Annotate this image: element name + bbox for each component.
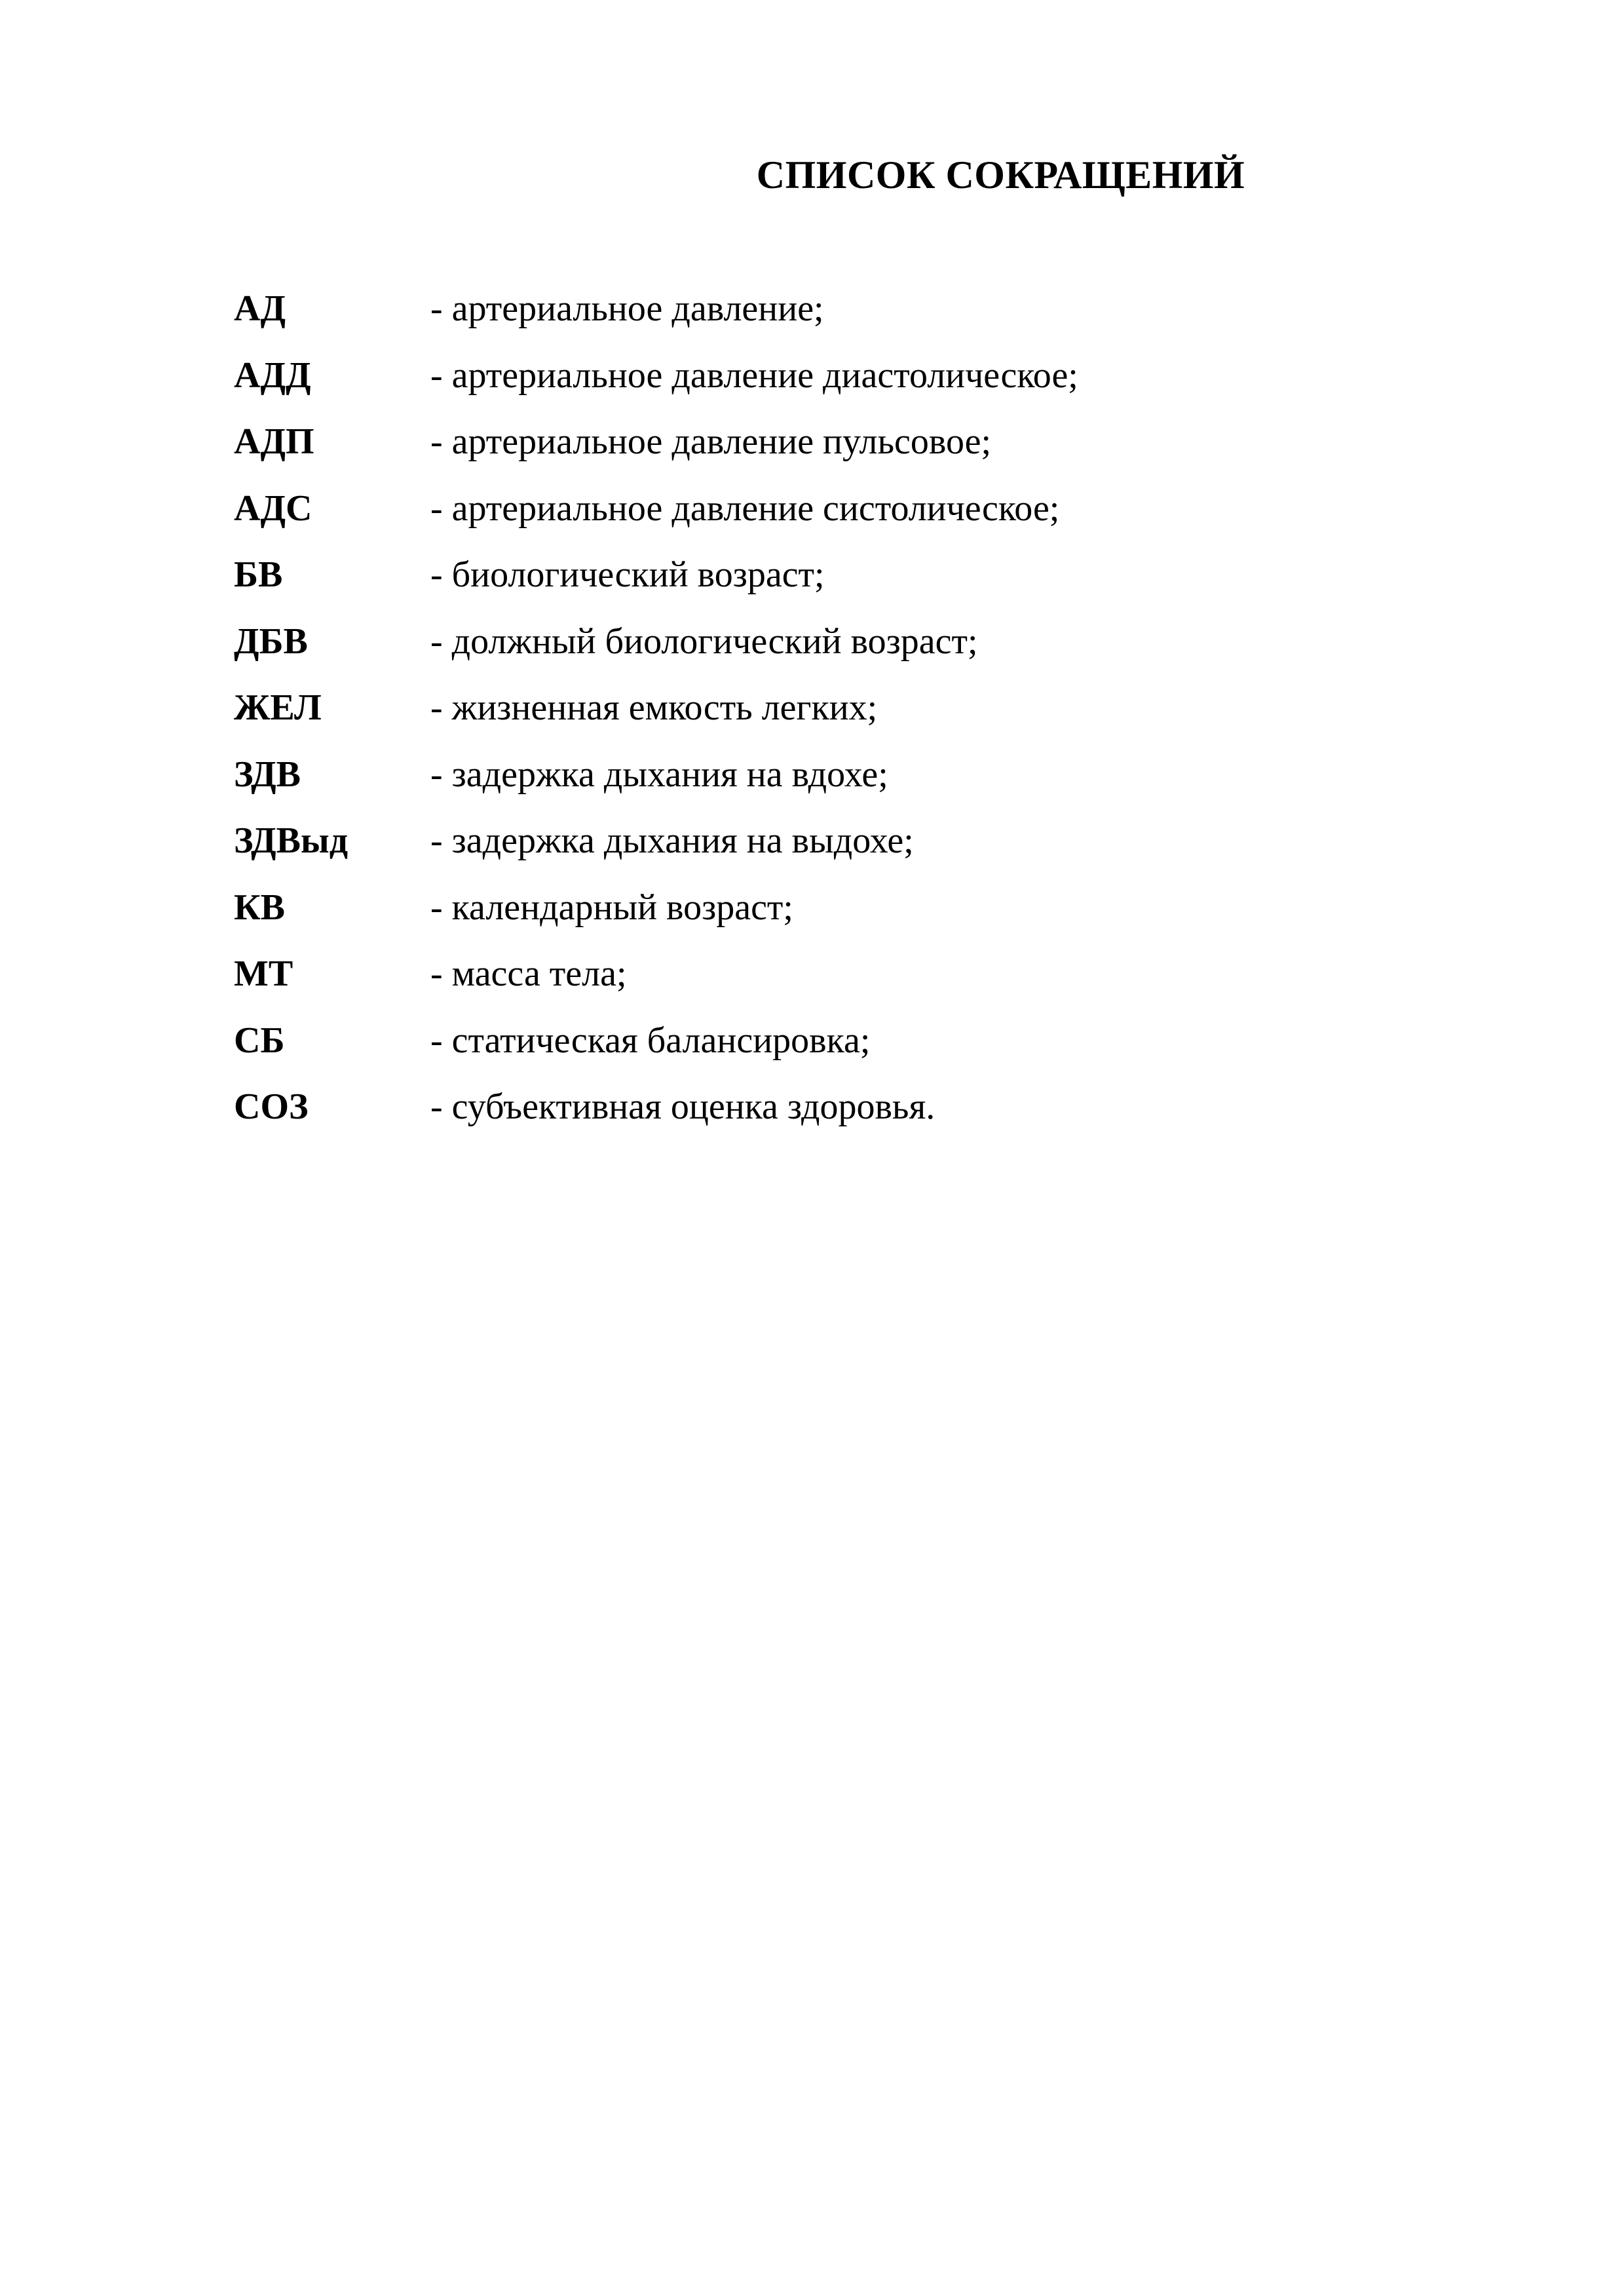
list-item: [234, 412, 1479, 479]
abbreviation-term: БВ: [234, 554, 283, 595]
abbreviation-definition: - задержка дыхания на вдохе;: [430, 754, 888, 795]
abbreviation-term: АДС: [234, 488, 312, 529]
list-item: [234, 878, 1479, 945]
list-item: [234, 678, 1479, 745]
list-item: [234, 1011, 1479, 1078]
abbreviation-definition: - статическая балансировка;: [430, 1020, 871, 1061]
list-item: [234, 811, 1479, 878]
page-title: СПИСОК СОКРАЩЕНИЙ: [756, 153, 1245, 197]
abbreviation-definition: - жизненная емкость легких;: [430, 687, 878, 728]
abbreviation-definition: - биологический возраст;: [430, 554, 825, 595]
abbreviation-definition: - задержка дыхания на выдохе;: [430, 820, 914, 861]
abbreviation-term: ЖЕЛ: [234, 687, 322, 728]
list-item: [234, 1077, 1479, 1144]
abbreviation-definition: - артериальное давление пульсовое;: [430, 421, 992, 462]
list-item: [234, 479, 1479, 546]
abbreviation-term: СБ: [234, 1020, 285, 1061]
abbreviation-term: ЗДВыд: [234, 820, 349, 861]
abbreviation-definition: - субъективная оценка здоровья.: [430, 1086, 935, 1127]
abbreviation-definition: - должный биологический возраст;: [430, 621, 978, 662]
list-item: [234, 279, 1479, 346]
list-item: [234, 745, 1479, 812]
list-item: [234, 545, 1479, 612]
abbreviation-definition: - артериальное давление систолическое;: [430, 488, 1060, 529]
abbreviation-definition: - календарный возраст;: [430, 887, 793, 928]
list-item: [234, 612, 1479, 679]
abbreviation-term: ДБВ: [234, 621, 308, 662]
abbreviation-term: СОЗ: [234, 1086, 309, 1127]
abbreviation-term: МТ: [234, 953, 293, 994]
abbreviation-definition: - артериальное давление диастолическое;: [430, 354, 1078, 396]
abbreviation-term: АДП: [234, 421, 314, 462]
abbreviation-definition: - артериальное давление;: [430, 288, 824, 329]
abbreviation-term: ЗДВ: [234, 754, 301, 795]
abbreviation-list: [234, 279, 1479, 1144]
abbreviation-term: АДД: [234, 354, 311, 396]
list-item: [234, 944, 1479, 1011]
abbreviation-definition: - масса тела;: [430, 953, 627, 994]
abbreviation-term: КВ: [234, 887, 285, 928]
abbreviation-term: АД: [234, 288, 286, 329]
list-item: [234, 346, 1479, 413]
